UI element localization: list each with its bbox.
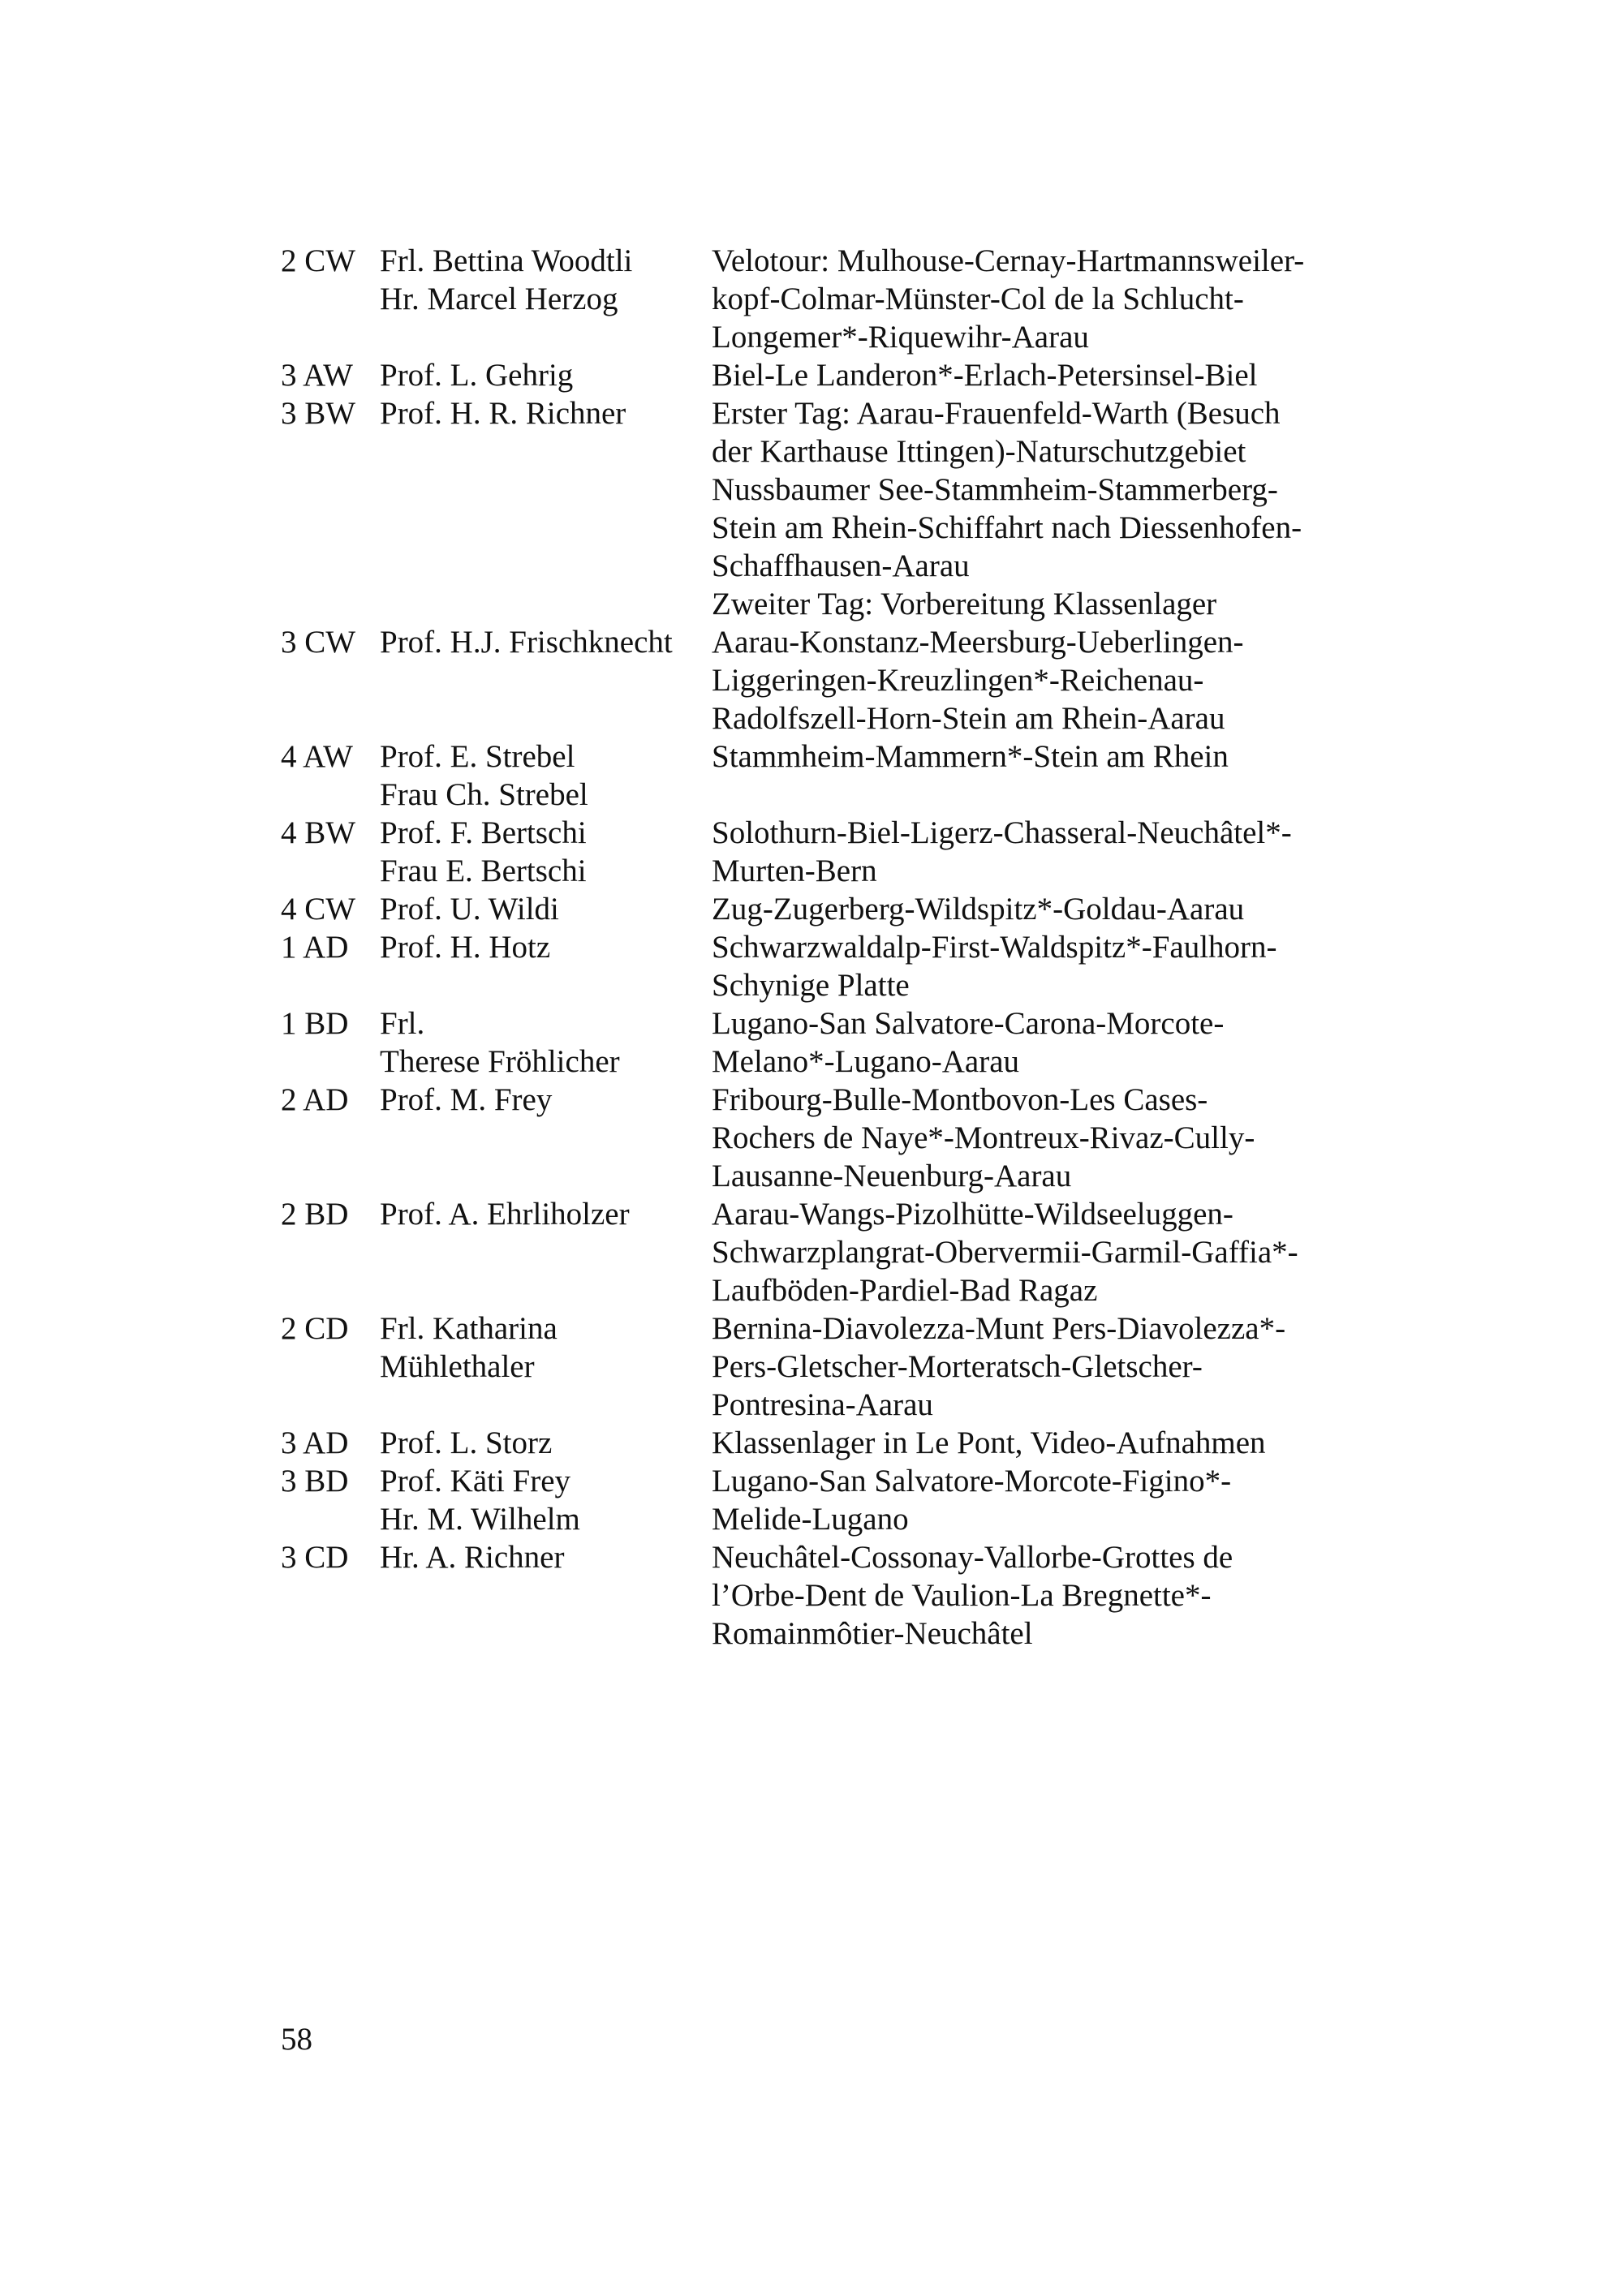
row-line — [86, 1157, 1547, 1195]
route-text: Biel-Le Landeron*-Erlach-Petersinsel-Biel — [712, 358, 1258, 393]
class-label: 3 CW — [281, 625, 356, 660]
teacher-name: Prof. L. Storz — [380, 1425, 553, 1460]
teacher-name: Frl. Bettina Woodtli — [380, 243, 633, 278]
table-row — [86, 890, 1547, 928]
route-text: Lugano-San Salvatore-Carona-Morcote- — [712, 1006, 1225, 1041]
class-label: 3 CD — [281, 1540, 349, 1575]
route-text: Stein am Rhein-Schiffahrt nach Diessenhofen- — [712, 510, 1302, 545]
route-text: Neuchâtel-Cossonay-Vallorbe-Grottes de — [712, 1540, 1233, 1575]
table-row — [86, 814, 1547, 890]
route-text: Bernina-Diavolezza-Munt Pers-Diavolezza*- — [712, 1311, 1286, 1346]
row-line — [86, 1348, 1547, 1386]
route-text: Lugano-San Salvatore-Morcote-Figino*- — [712, 1464, 1232, 1498]
class-label: 3 AW — [281, 358, 353, 393]
route-text: l’Orbe-Dent de Vaulion-La Bregnette*- — [712, 1578, 1212, 1613]
table-row — [86, 394, 1547, 623]
table-row — [86, 1424, 1547, 1462]
row-line — [86, 356, 1547, 394]
teacher-name: Prof. F. Bertschi — [380, 815, 587, 850]
class-label: 2 CW — [281, 243, 356, 278]
route-text: Longemer*-Riquewihr-Aarau — [712, 320, 1089, 355]
row-line — [86, 1500, 1547, 1538]
document-page — [86, 84, 1547, 2212]
table-row — [86, 737, 1547, 814]
route-text: Melide-Lugano — [712, 1502, 909, 1537]
table-row — [86, 1081, 1547, 1195]
row-line — [86, 509, 1547, 547]
table-row — [86, 242, 1547, 356]
teacher-name: Hr. A. Richner — [380, 1540, 565, 1575]
teacher-name: Hr. Marcel Herzog — [380, 282, 618, 316]
teacher-name: Prof. H. R. Richner — [380, 396, 626, 431]
route-text: Schynige Platte — [712, 968, 910, 1003]
route-text: Fribourg-Bulle-Montbovon-Les Cases- — [712, 1082, 1208, 1117]
class-label: 2 BD — [281, 1197, 349, 1232]
route-text: Schaffhausen-Aarau — [712, 548, 970, 583]
route-text: Klassenlager in Le Pont, Video-Aufnahmen — [712, 1425, 1266, 1460]
teacher-name: Hr. M. Wilhelm — [380, 1502, 580, 1537]
class-label: 4 CW — [281, 892, 356, 927]
route-text: Aarau-Wangs-Pizolhütte-Wildseeluggen- — [712, 1197, 1233, 1232]
route-text: Velotour: Mulhouse-Cernay-Hartmannsweiler- — [712, 243, 1305, 278]
row-line — [86, 318, 1547, 356]
row-line — [86, 737, 1547, 776]
route-text: Radolfszell-Horn-Stein am Rhein-Aarau — [712, 701, 1225, 736]
row-line — [86, 1462, 1547, 1500]
row-line — [86, 1424, 1547, 1462]
route-text: Melano*-Lugano-Aarau — [712, 1044, 1020, 1079]
page-frame — [86, 84, 1547, 2212]
page-number: 58 — [281, 2022, 312, 2057]
row-line — [86, 547, 1547, 585]
route-text: Solothurn-Biel-Ligerz-Chasseral-Neuchâtel*- — [712, 815, 1292, 850]
row-line — [86, 242, 1547, 280]
route-text: Stammheim-Mammern*-Stein am Rhein — [712, 739, 1229, 774]
route-text: Murten-Bern — [712, 853, 877, 888]
row-line — [86, 394, 1547, 432]
teacher-name: Prof. M. Frey — [380, 1082, 553, 1117]
class-label: 4 BW — [281, 815, 356, 850]
route-text: kopf-Colmar-Münster-Col de la Schlucht- — [712, 282, 1244, 316]
row-line — [86, 852, 1547, 890]
row-line — [86, 1615, 1547, 1653]
class-label: 1 BD — [281, 1006, 349, 1041]
row-line — [86, 1004, 1547, 1043]
row-line — [86, 1576, 1547, 1615]
class-label: 1 AD — [281, 930, 349, 965]
route-text: Schwarzplangrat-Obervermii-Garmil-Gaffia*- — [712, 1235, 1298, 1270]
table-row — [86, 1462, 1547, 1538]
row-line — [86, 1309, 1547, 1348]
route-text: Lausanne-Neuenburg-Aarau — [712, 1159, 1072, 1193]
row-line — [86, 1538, 1547, 1576]
row-line — [86, 928, 1547, 966]
route-text: Liggeringen-Kreuzlingen*-Reichenau- — [712, 663, 1204, 698]
row-line — [86, 776, 1547, 814]
excursion-table — [86, 242, 1547, 1653]
teacher-name: Mühlethaler — [380, 1349, 535, 1384]
table-row — [86, 928, 1547, 1004]
row-line — [86, 966, 1547, 1004]
row-line — [86, 1233, 1547, 1271]
route-text: Laufböden-Pardiel-Bad Ragaz — [712, 1273, 1098, 1308]
teacher-name: Frl. — [380, 1006, 425, 1041]
class-label: 2 CD — [281, 1311, 349, 1346]
row-line — [86, 280, 1547, 318]
class-label: 2 AD — [281, 1082, 349, 1117]
class-label: 3 BD — [281, 1464, 349, 1498]
row-line — [86, 1043, 1547, 1081]
row-line — [86, 1195, 1547, 1233]
route-text: Erster Tag: Aarau-Frauenfeld-Warth (Besuch — [712, 396, 1281, 431]
class-label: 4 AW — [281, 739, 353, 774]
row-line — [86, 661, 1547, 699]
teacher-name: Frau Ch. Strebel — [380, 777, 588, 812]
table-row — [86, 356, 1547, 394]
table-row — [86, 1195, 1547, 1309]
row-line — [86, 1081, 1547, 1119]
route-text: Pontresina-Aarau — [712, 1387, 933, 1422]
table-row — [86, 1004, 1547, 1081]
route-text: Nussbaumer See-Stammheim-Stammerberg- — [712, 472, 1278, 507]
teacher-name: Frau E. Bertschi — [380, 853, 587, 888]
row-line — [86, 814, 1547, 852]
route-text: Zweiter Tag: Vorbereitung Klassenlager — [712, 587, 1217, 621]
row-line — [86, 1271, 1547, 1309]
route-text: Pers-Gletscher-Morteratsch-Gletscher- — [712, 1349, 1203, 1384]
row-line — [86, 890, 1547, 928]
row-line — [86, 585, 1547, 623]
class-label: 3 AD — [281, 1425, 349, 1460]
teacher-name: Prof. A. Ehrliholzer — [380, 1197, 630, 1232]
table-row — [86, 623, 1547, 737]
route-text: Zug-Zugerberg-Wildspitz*-Goldau-Aarau — [712, 892, 1245, 927]
row-line — [86, 699, 1547, 737]
table-row — [86, 1538, 1547, 1653]
teacher-name: Prof. Käti Frey — [380, 1464, 571, 1498]
route-text: Romainmôtier-Neuchâtel — [712, 1616, 1033, 1651]
teacher-name: Therese Fröhlicher — [380, 1044, 620, 1079]
route-text: Rochers de Naye*-Montreux-Rivaz-Cully- — [712, 1120, 1255, 1155]
teacher-name: Prof. E. Strebel — [380, 739, 575, 774]
class-label: 3 BW — [281, 396, 356, 431]
teacher-name: Prof. L. Gehrig — [380, 358, 574, 393]
row-line — [86, 471, 1547, 509]
table-row — [86, 1309, 1547, 1424]
row-line — [86, 623, 1547, 661]
teacher-name: Prof. H.J. Frischknecht — [380, 625, 673, 660]
row-line — [86, 1386, 1547, 1424]
route-text: Schwarzwaldalp-First-Waldspitz*-Faulhorn- — [712, 930, 1277, 965]
teacher-name: Prof. H. Hotz — [380, 930, 551, 965]
teacher-name: Prof. U. Wildi — [380, 892, 559, 927]
teacher-name: Frl. Katharina — [380, 1311, 558, 1346]
row-line — [86, 1119, 1547, 1157]
route-text: Aarau-Konstanz-Meersburg-Ueberlingen- — [712, 625, 1244, 660]
row-line — [86, 432, 1547, 471]
route-text: der Karthause Ittingen)-Naturschutzgebiet — [712, 434, 1246, 469]
